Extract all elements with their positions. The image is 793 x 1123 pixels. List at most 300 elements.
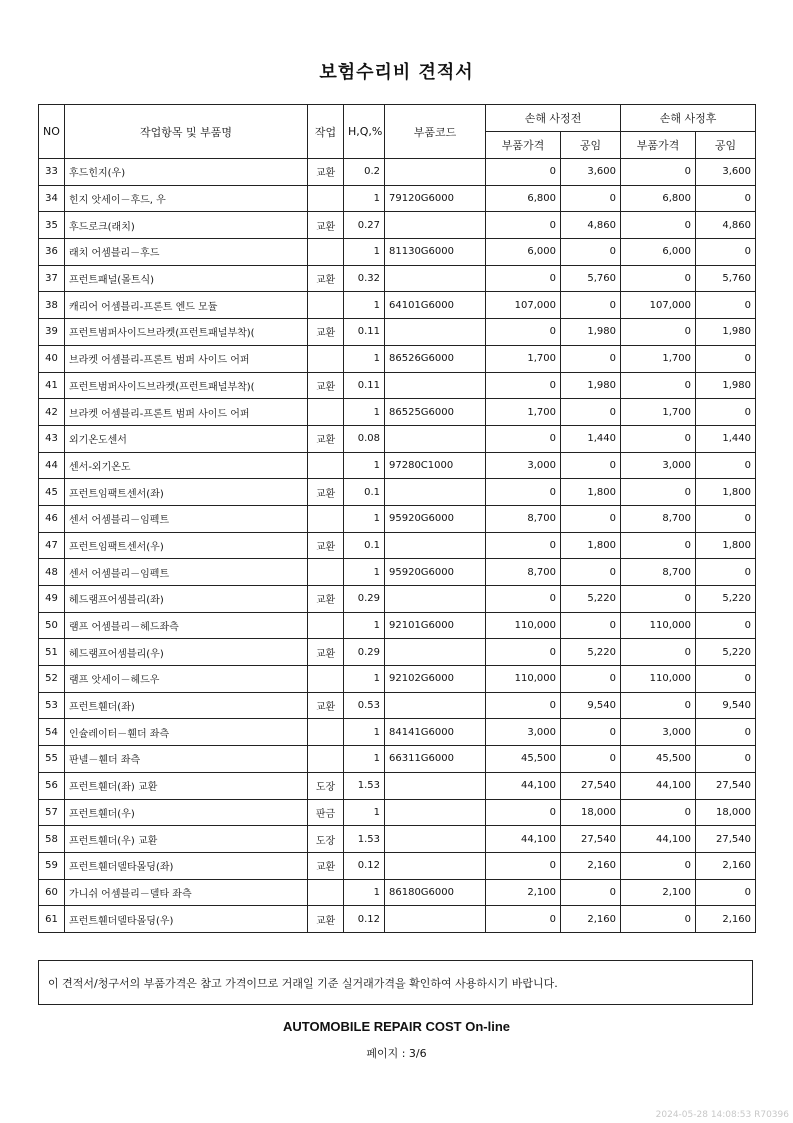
row-before-part-price: 0: [486, 319, 561, 346]
row-no: 46: [39, 505, 65, 532]
row-before-labor: 0: [561, 345, 621, 372]
row-before-part-price: 45,500: [486, 746, 561, 773]
row-before-part-price: 8,700: [486, 505, 561, 532]
header-before: 손해 사정전: [486, 105, 621, 132]
table-row: [39, 319, 756, 346]
row-before-part-price: 0: [486, 159, 561, 186]
row-part-code: [385, 639, 486, 666]
row-hq: 1: [344, 719, 385, 746]
row-no: 57: [39, 799, 65, 826]
row-no: 36: [39, 239, 65, 266]
row-before-labor: 0: [561, 559, 621, 586]
row-after-part-price: 0: [621, 319, 696, 346]
row-hq: 1.53: [344, 826, 385, 853]
table-row: [39, 692, 756, 719]
row-after-part-price: 0: [621, 159, 696, 186]
table-row: [39, 265, 756, 292]
row-before-labor: 9,540: [561, 692, 621, 719]
row-after-part-price: 0: [621, 212, 696, 239]
row-part-code: 95920G6000: [385, 559, 486, 586]
row-before-part-price: 0: [486, 852, 561, 879]
row-part-code: 97280C1000: [385, 452, 486, 479]
row-item-name: 판넬－휀더 좌측: [65, 746, 308, 773]
row-no: 35: [39, 212, 65, 239]
row-hq: 0.1: [344, 532, 385, 559]
row-work-type: 교환: [308, 479, 344, 506]
row-after-labor: 2,160: [696, 852, 756, 879]
row-before-labor: 1,440: [561, 425, 621, 452]
row-work-type: 교환: [308, 159, 344, 186]
row-work-type: 교환: [308, 692, 344, 719]
row-before-labor: 18,000: [561, 799, 621, 826]
row-after-part-price: 0: [621, 586, 696, 613]
row-before-labor: 5,760: [561, 265, 621, 292]
row-item-name: 힌지 앗세이－후드, 우: [65, 185, 308, 212]
row-item-name: 외기온도센서: [65, 425, 308, 452]
row-work-type: 교환: [308, 372, 344, 399]
row-no: 44: [39, 452, 65, 479]
table-row: [39, 212, 756, 239]
row-work-type: [308, 185, 344, 212]
row-after-labor: 18,000: [696, 799, 756, 826]
row-item-name: 센서 어셈블리－임펙트: [65, 559, 308, 586]
row-before-part-price: 2,100: [486, 879, 561, 906]
row-work-type: [308, 746, 344, 773]
row-work-type: 교환: [308, 319, 344, 346]
row-after-part-price: 0: [621, 479, 696, 506]
row-after-part-price: 45,500: [621, 746, 696, 773]
header-before-part-price: 부품가격: [486, 132, 561, 159]
row-after-labor: 0: [696, 666, 756, 693]
row-item-name: 램프 어셈블리－헤드좌측: [65, 612, 308, 639]
row-hq: 1: [344, 452, 385, 479]
row-no: 61: [39, 906, 65, 933]
table-row: [39, 586, 756, 613]
row-item-name: 프런트휀더델타몰딩(좌): [65, 852, 308, 879]
row-before-labor: 0: [561, 239, 621, 266]
row-after-labor: 0: [696, 612, 756, 639]
row-before-part-price: 44,100: [486, 826, 561, 853]
row-part-code: [385, 372, 486, 399]
row-after-labor: 0: [696, 292, 756, 319]
table-row: [39, 666, 756, 693]
row-no: 52: [39, 666, 65, 693]
row-before-labor: 1,980: [561, 372, 621, 399]
row-no: 39: [39, 319, 65, 346]
row-after-labor: 0: [696, 345, 756, 372]
row-after-labor: 1,980: [696, 372, 756, 399]
row-after-part-price: 0: [621, 639, 696, 666]
row-item-name: 래치 어셈블리－후드: [65, 239, 308, 266]
row-before-labor: 0: [561, 612, 621, 639]
table-row: [39, 292, 756, 319]
table-row: [39, 159, 756, 186]
row-no: 53: [39, 692, 65, 719]
header-after: 손해 사정후: [621, 105, 756, 132]
row-hq: 1: [344, 746, 385, 773]
row-part-code: [385, 265, 486, 292]
row-no: 47: [39, 532, 65, 559]
row-hq: 0.32: [344, 265, 385, 292]
row-part-code: 86180G6000: [385, 879, 486, 906]
table-row: [39, 906, 756, 933]
row-hq: 0.2: [344, 159, 385, 186]
table-row: [39, 799, 756, 826]
row-item-name: 후드로크(래치): [65, 212, 308, 239]
row-item-name: 프런트범퍼사이드브라켓(프런트패널부착)(: [65, 372, 308, 399]
row-before-part-price: 0: [486, 372, 561, 399]
table-row: [39, 345, 756, 372]
row-hq: 1: [344, 879, 385, 906]
row-item-name: 프런트임팩트센서(좌): [65, 479, 308, 506]
row-part-code: 92101G6000: [385, 612, 486, 639]
row-before-part-price: 110,000: [486, 666, 561, 693]
row-work-type: [308, 719, 344, 746]
row-hq: 0.08: [344, 425, 385, 452]
table-row: [39, 452, 756, 479]
row-item-name: 가니쉬 어셈블리－델타 좌측: [65, 879, 308, 906]
row-before-part-price: 6,000: [486, 239, 561, 266]
estimate-rows: [39, 159, 756, 933]
document-title: 보험수리비 견적서: [319, 62, 474, 83]
row-item-name: 센서-외기온도: [65, 452, 308, 479]
row-part-code: 92102G6000: [385, 666, 486, 693]
row-after-part-price: 0: [621, 265, 696, 292]
row-part-code: 64101G6000: [385, 292, 486, 319]
row-work-type: 교환: [308, 639, 344, 666]
row-work-type: [308, 399, 344, 426]
row-no: 50: [39, 612, 65, 639]
row-before-part-price: 44,100: [486, 772, 561, 799]
row-before-labor: 0: [561, 505, 621, 532]
row-after-labor: 0: [696, 505, 756, 532]
row-part-code: [385, 532, 486, 559]
row-after-part-price: 0: [621, 425, 696, 452]
row-no: 58: [39, 826, 65, 853]
row-after-labor: 1,800: [696, 532, 756, 559]
row-hq: 1: [344, 559, 385, 586]
row-work-type: 도장: [308, 826, 344, 853]
row-no: 38: [39, 292, 65, 319]
row-after-part-price: 1,700: [621, 399, 696, 426]
row-work-type: 교환: [308, 532, 344, 559]
row-after-labor: 2,160: [696, 906, 756, 933]
row-no: 49: [39, 586, 65, 613]
row-before-part-price: 3,000: [486, 452, 561, 479]
row-before-part-price: 8,700: [486, 559, 561, 586]
row-no: 40: [39, 345, 65, 372]
row-after-part-price: 0: [621, 852, 696, 879]
row-before-labor: 0: [561, 719, 621, 746]
table-row: [39, 185, 756, 212]
row-no: 60: [39, 879, 65, 906]
table-row: [39, 639, 756, 666]
row-work-type: [308, 292, 344, 319]
row-hq: 1: [344, 799, 385, 826]
estimate-table: [38, 104, 756, 933]
row-part-code: 81130G6000: [385, 239, 486, 266]
row-before-part-price: 107,000: [486, 292, 561, 319]
row-hq: 1: [344, 345, 385, 372]
row-before-labor: 5,220: [561, 639, 621, 666]
row-after-part-price: 8,700: [621, 505, 696, 532]
row-after-part-price: 0: [621, 799, 696, 826]
row-hq: 1: [344, 185, 385, 212]
row-work-type: [308, 559, 344, 586]
row-before-labor: 2,160: [561, 906, 621, 933]
row-no: 37: [39, 265, 65, 292]
row-after-labor: 0: [696, 719, 756, 746]
row-work-type: 교환: [308, 906, 344, 933]
row-work-type: 교환: [308, 212, 344, 239]
row-before-labor: 0: [561, 666, 621, 693]
row-item-name: 브라켓 어셈블리-프론트 범퍼 사이드 어퍼: [65, 345, 308, 372]
row-part-code: [385, 159, 486, 186]
row-after-labor: 1,440: [696, 425, 756, 452]
row-hq: 1: [344, 505, 385, 532]
row-work-type: [308, 612, 344, 639]
row-after-labor: 5,220: [696, 586, 756, 613]
row-before-labor: 1,800: [561, 532, 621, 559]
row-before-part-price: 0: [486, 799, 561, 826]
row-after-part-price: 0: [621, 372, 696, 399]
row-after-labor: 3,600: [696, 159, 756, 186]
row-after-labor: 0: [696, 879, 756, 906]
header-work: 작업: [308, 105, 344, 159]
row-before-part-price: 1,700: [486, 345, 561, 372]
row-hq: 1.53: [344, 772, 385, 799]
row-after-part-price: 0: [621, 906, 696, 933]
row-no: 45: [39, 479, 65, 506]
table-row: [39, 719, 756, 746]
row-before-labor: 4,860: [561, 212, 621, 239]
row-part-code: [385, 692, 486, 719]
row-after-labor: 0: [696, 185, 756, 212]
row-before-labor: 2,160: [561, 852, 621, 879]
row-after-part-price: 2,100: [621, 879, 696, 906]
row-work-type: 교환: [308, 852, 344, 879]
table-row: [39, 826, 756, 853]
row-no: 34: [39, 185, 65, 212]
row-work-type: 판금: [308, 799, 344, 826]
row-before-part-price: 0: [486, 425, 561, 452]
table-row: [39, 239, 756, 266]
row-hq: 0.53: [344, 692, 385, 719]
row-work-type: [308, 345, 344, 372]
row-hq: 1: [344, 399, 385, 426]
row-after-part-price: 0: [621, 532, 696, 559]
row-after-labor: 5,220: [696, 639, 756, 666]
row-part-code: 86525G6000: [385, 399, 486, 426]
row-after-labor: 0: [696, 399, 756, 426]
row-before-labor: 3,600: [561, 159, 621, 186]
row-item-name: 프런트임팩트센서(우): [65, 532, 308, 559]
row-before-part-price: 6,800: [486, 185, 561, 212]
table-row: [39, 879, 756, 906]
row-hq: 0.11: [344, 372, 385, 399]
row-hq: 0.29: [344, 639, 385, 666]
row-before-part-price: 0: [486, 586, 561, 613]
row-item-name: 센서 어셈블리－임펙트: [65, 505, 308, 532]
row-work-type: 도장: [308, 772, 344, 799]
row-after-labor: 4,860: [696, 212, 756, 239]
header-item: 작업항목 및 부품명: [65, 105, 308, 159]
header-before-labor: 공임: [561, 132, 621, 159]
row-before-part-price: 0: [486, 532, 561, 559]
row-part-code: [385, 906, 486, 933]
row-no: 55: [39, 746, 65, 773]
row-hq: 0.11: [344, 319, 385, 346]
row-part-code: [385, 212, 486, 239]
row-before-labor: 0: [561, 399, 621, 426]
row-no: 43: [39, 425, 65, 452]
row-hq: 0.29: [344, 586, 385, 613]
row-no: 54: [39, 719, 65, 746]
row-after-labor: 0: [696, 559, 756, 586]
row-item-name: 프런트휀더(좌) 교환: [65, 772, 308, 799]
row-no: 41: [39, 372, 65, 399]
row-before-part-price: 0: [486, 479, 561, 506]
page-number: 페이지 : 3/6: [366, 1047, 427, 1060]
table-row: [39, 505, 756, 532]
row-part-code: 95920G6000: [385, 505, 486, 532]
row-before-part-price: 0: [486, 639, 561, 666]
row-before-labor: 0: [561, 879, 621, 906]
row-part-code: [385, 826, 486, 853]
row-before-labor: 0: [561, 452, 621, 479]
row-item-name: 후드힌지(우): [65, 159, 308, 186]
row-before-part-price: 110,000: [486, 612, 561, 639]
row-work-type: 교환: [308, 265, 344, 292]
row-no: 56: [39, 772, 65, 799]
row-before-labor: 1,800: [561, 479, 621, 506]
row-after-part-price: 3,000: [621, 452, 696, 479]
row-after-part-price: 8,700: [621, 559, 696, 586]
footer-title: AUTOMOBILE REPAIR COST On-line: [282, 1019, 511, 1034]
row-part-code: [385, 772, 486, 799]
print-timestamp: 2024-05-28 14:08:53 R70396: [655, 1110, 789, 1120]
row-item-name: 헤드램프어셈블리(우): [65, 639, 308, 666]
row-item-name: 프런트휀더(좌): [65, 692, 308, 719]
header-code: 부품코드: [385, 105, 486, 159]
table-row: [39, 852, 756, 879]
row-hq: 0.27: [344, 212, 385, 239]
row-after-part-price: 1,700: [621, 345, 696, 372]
row-before-part-price: 0: [486, 692, 561, 719]
row-after-part-price: 44,100: [621, 826, 696, 853]
table-row: [39, 612, 756, 639]
row-hq: 1: [344, 239, 385, 266]
row-before-part-price: 3,000: [486, 719, 561, 746]
row-after-labor: 5,760: [696, 265, 756, 292]
row-work-type: [308, 452, 344, 479]
row-part-code: 66311G6000: [385, 746, 486, 773]
row-hq: 1: [344, 666, 385, 693]
row-part-code: [385, 852, 486, 879]
row-before-labor: 0: [561, 185, 621, 212]
row-work-type: [308, 879, 344, 906]
row-before-part-price: 1,700: [486, 399, 561, 426]
row-after-labor: 0: [696, 746, 756, 773]
row-before-labor: 27,540: [561, 826, 621, 853]
row-item-name: 인슐레이터－휀더 좌측: [65, 719, 308, 746]
row-before-part-price: 0: [486, 212, 561, 239]
row-part-code: [385, 799, 486, 826]
row-work-type: 교환: [308, 425, 344, 452]
table-row: [39, 425, 756, 452]
row-part-code: [385, 479, 486, 506]
row-after-labor: 27,540: [696, 772, 756, 799]
row-hq: 0.1: [344, 479, 385, 506]
table-row: [39, 532, 756, 559]
row-item-name: 브라켓 어셈블리-프론트 범퍼 사이드 어퍼: [65, 399, 308, 426]
row-after-part-price: 3,000: [621, 719, 696, 746]
row-part-code: 86526G6000: [385, 345, 486, 372]
row-after-part-price: 6,800: [621, 185, 696, 212]
row-before-labor: 27,540: [561, 772, 621, 799]
row-item-name: 프런트범퍼사이드브라켓(프런트패널부착)(: [65, 319, 308, 346]
table-row: [39, 559, 756, 586]
table-row: [39, 372, 756, 399]
row-after-part-price: 44,100: [621, 772, 696, 799]
row-after-part-price: 110,000: [621, 612, 696, 639]
row-item-name: 캐리어 어셈블리-프론트 엔드 모듈: [65, 292, 308, 319]
row-after-part-price: 107,000: [621, 292, 696, 319]
header-after-labor: 공임: [696, 132, 756, 159]
header-after-part-price: 부품가격: [621, 132, 696, 159]
row-work-type: [308, 505, 344, 532]
row-no: 33: [39, 159, 65, 186]
row-before-labor: 0: [561, 746, 621, 773]
row-no: 48: [39, 559, 65, 586]
table-row: [39, 772, 756, 799]
row-after-labor: 9,540: [696, 692, 756, 719]
row-part-code: [385, 586, 486, 613]
row-no: 51: [39, 639, 65, 666]
row-item-name: 헤드램프어셈블리(좌): [65, 586, 308, 613]
header-hq: H,Q,%: [344, 105, 385, 159]
row-after-labor: 0: [696, 452, 756, 479]
row-before-part-price: 0: [486, 265, 561, 292]
row-hq: 1: [344, 292, 385, 319]
row-part-code: 79120G6000: [385, 185, 486, 212]
row-after-part-price: 0: [621, 692, 696, 719]
row-part-code: [385, 319, 486, 346]
row-after-labor: 1,800: [696, 479, 756, 506]
row-no: 59: [39, 852, 65, 879]
row-after-labor: 0: [696, 239, 756, 266]
row-before-labor: 1,980: [561, 319, 621, 346]
row-after-labor: 1,980: [696, 319, 756, 346]
row-item-name: 프런트휀더델타몰딩(우): [65, 906, 308, 933]
table-row: [39, 746, 756, 773]
row-before-part-price: 0: [486, 906, 561, 933]
row-part-code: 84141G6000: [385, 719, 486, 746]
row-item-name: 프런트휀더(우): [65, 799, 308, 826]
row-no: 42: [39, 399, 65, 426]
header-no: NO: [39, 105, 65, 159]
row-work-type: [308, 239, 344, 266]
row-hq: 0.12: [344, 852, 385, 879]
row-before-labor: 0: [561, 292, 621, 319]
price-notice: 이 견적서/청구서의 부품가격은 참고 가격이므로 거래일 기준 실거래가격을 확인하여 사용하시기 바랍니다.: [38, 960, 753, 1005]
row-item-name: 프런트패널(몰트식): [65, 265, 308, 292]
row-hq: 1: [344, 612, 385, 639]
row-part-code: [385, 425, 486, 452]
row-work-type: 교환: [308, 586, 344, 613]
row-work-type: [308, 666, 344, 693]
row-item-name: 램프 앗세이－헤드우: [65, 666, 308, 693]
